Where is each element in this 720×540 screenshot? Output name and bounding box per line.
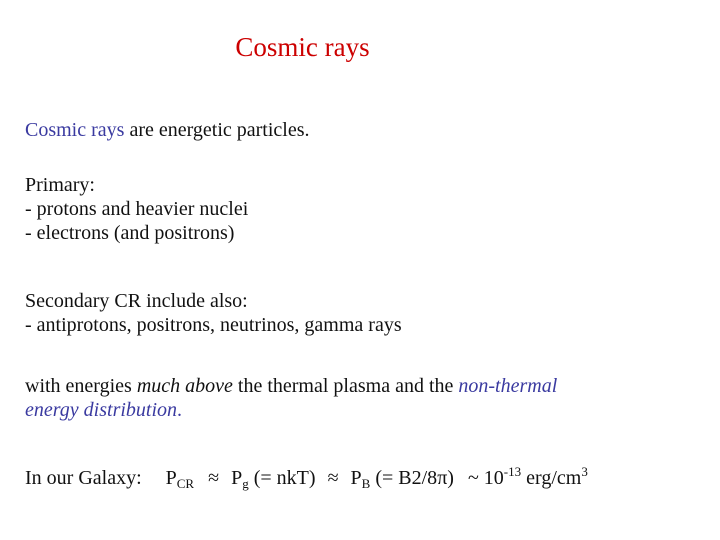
primary-item: - protons and heavier nuclei	[25, 198, 249, 220]
energies-lead: with energies	[25, 375, 137, 397]
intro-line	[25, 118, 310, 142]
primary-item: - electrons (and positrons)	[25, 222, 235, 244]
energy-density-value: ~ $10^{-13}$ erg/$cm^3$	[467, 464, 588, 489]
secondary-heading: Secondary CR include also:	[25, 290, 248, 312]
energies-emphasis: much above	[136, 375, 233, 397]
intro-rest: are energetic particles.	[124, 119, 310, 141]
energies-distribution: energy distribution	[25, 399, 178, 421]
galaxy-label: In our Galaxy:	[25, 467, 142, 489]
energies-paragraph	[25, 374, 557, 422]
secondary-item: - antiprotons, positrons, neutrinos, gamma rays	[25, 314, 402, 336]
energies-nonthermal: non-thermal	[458, 375, 558, 397]
intro-highlight: Cosmic rays	[25, 119, 125, 141]
approx-symbol: ≈	[208, 467, 220, 489]
primary-section	[25, 173, 248, 245]
approx-symbol: ≈	[327, 467, 339, 489]
p-g: $P_g$	[231, 467, 249, 491]
galaxy-equation	[25, 460, 588, 496]
energies-line-2	[25, 398, 557, 422]
p-b: $P_B$	[350, 467, 371, 491]
p-cr: $P_{CR}$	[165, 467, 195, 491]
secondary-section	[25, 289, 402, 337]
energies-line-1	[25, 374, 557, 398]
nkt-expression: (= nkT)	[253, 467, 316, 489]
b-expression: (= B2/8π)	[375, 467, 454, 489]
energies-end: .	[177, 399, 183, 421]
slide-title: Cosmic rays	[235, 32, 370, 62]
primary-heading: Primary:	[25, 174, 95, 196]
energies-middle: the thermal plasma and the	[232, 375, 459, 397]
